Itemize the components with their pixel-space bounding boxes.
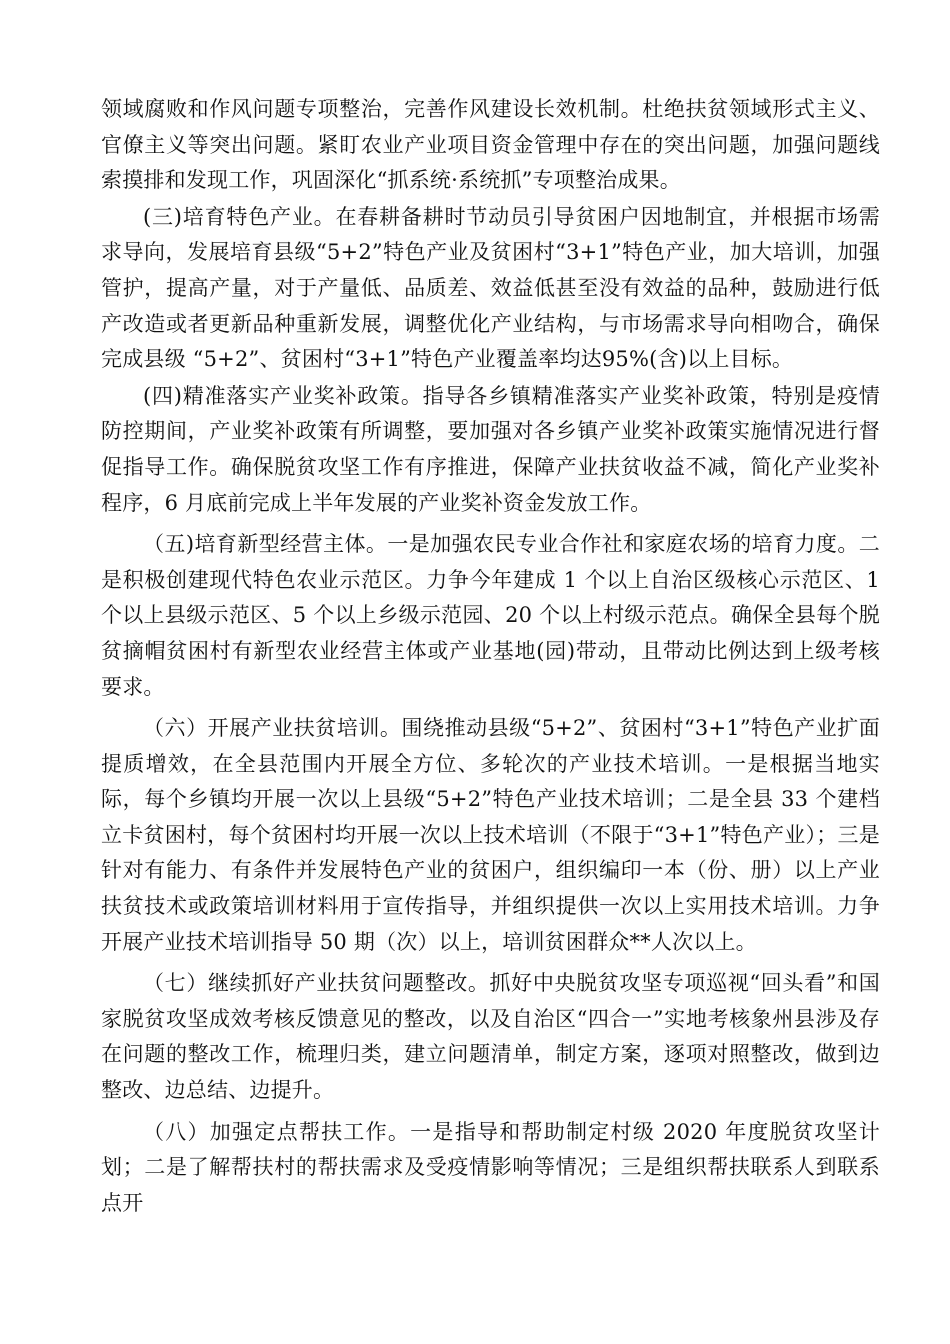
paragraph-section-4: (四)精准落实产业奖补政策。指导各乡镇精准落实产业奖补政策，特别是疫情防控期间，产业奖补政策有所调整，要加强对各乡镇产业奖补政策实施情况进行督促指导工作。确保脱贫攻坚工作有序推进，保障产业扶贫收益不减，简化产业奖补程序，6 月底前完成上半年发展的产业奖补资金发放工作。 <box>101 383 880 515</box>
paragraph-continuation: 领域腐败和作风问题专项整治，完善作风建设长效机制。杜绝扶贫领域形式主义、官僚主义等突出问题。紧盯农业产业项目资金管理中存在的突出问题，加强问题线索摸排和发现工作，巩固深化“抓系统·系统抓”专项整治成果。 <box>101 97 880 193</box>
paragraph-section-6: （六）开展产业扶贫培训。围绕推动县级“5+2”、贫困村“3+1”特色产业扩面提质增效，在全县范围内开展全方位、多轮次的产业技术培训。一是根据当地实际，每个乡镇均开展一次以上县级“5+2”特色产业技术培训；二是全县 33 个建档立卡贫困村，每个贫困村均开展一次以上技术培训（不限于“3+1”特色产业）；三是针对有能力、有条件并发展特色产业的贫困户，组织编印一本（份、册）以上产业扶贫技术或政策培训材料用于宣传指导，并组织提供一次以上实用技术培训。力争开展产业技术培训指导 50 期（次）以上，培训贫困群众**人次以上。 <box>101 716 880 954</box>
document-body <box>101 92 880 1221</box>
paragraph-section-8: （八）加强定点帮扶工作。一是指导和帮助制定村级 2020 年度脱贫攻坚计划；二是了解帮扶村的帮扶需求及受疫情影响等情况；三是组织帮扶联系人到联系点开 <box>101 1119 880 1215</box>
paragraph-section-3: (三)培育特色产业。在春耕备耕时节动员引导贫困户因地制宜，并根据市场需求导向，发展培育县级“5+2”特色产业及贫困村“3+1”特色产业，加大培训，加强管护，提高产量，对于产量低、品质差、效益低甚至没有效益的品种，鼓励进行低产改造或者更新品种重新发展，调整优化产业结构，与市场需求导向相吻合，确保完成县级 “5+2”、贫困村“3+1”特色产业覆盖率均达95%(含)以上目标。 <box>101 204 880 372</box>
paragraph-section-7: （七）继续抓好产业扶贫问题整改。抓好中央脱贫攻坚专项巡视“回头看”和国家脱贫攻坚成效考核反馈意见的整改，以及自治区“四合一”实地考核象州县涉及存在问题的整改工作，梳理归类，建立问题清单，制定方案，逐项对照整改，做到边整改、边总结、边提升。 <box>101 971 880 1103</box>
paragraph-section-5: （五)培育新型经营主体。一是加强农民专业合作社和家庭农场的培育力度。二是积极创建现代特色农业示范区。力争今年建成 1 个以上自治区级核心示范区、1 个以上县级示范区、5 个以上乡级示范园、20 个以上村级示范点。确保全县每个脱贫摘帽贫困村有新型农业经营主体或产业基地(园)带动，且带动比例达到上级考核要求。 <box>101 532 880 699</box>
